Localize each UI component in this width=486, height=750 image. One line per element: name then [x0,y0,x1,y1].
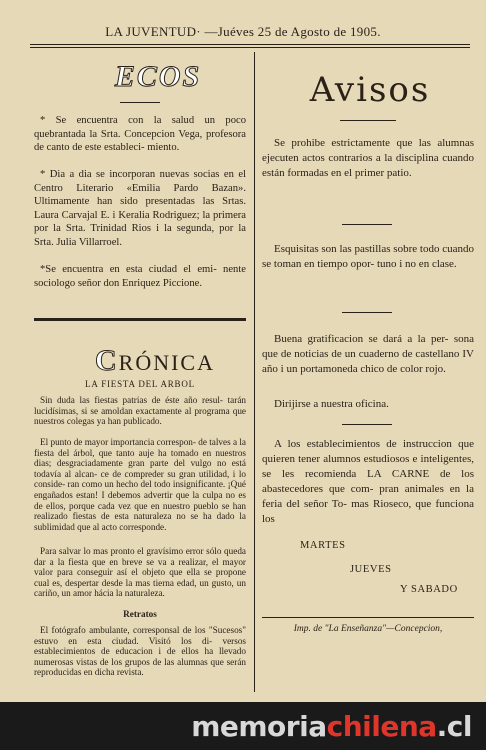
brand-suffix: .cl [436,709,472,743]
ecos-rule [120,102,160,103]
site-footer-bar [0,702,486,750]
article-subhead: LA FIESTA DEL ARBOL [85,379,195,389]
brand-watermark [191,710,472,743]
aviso-divider-3 [342,424,392,425]
cronica-para-1: Sin duda las fiestas patrias de éste año resul- tarán lucidísimas, si se amoldan exactamente al programa que nuestros colegas ya han publicado. [34,395,246,427]
ecos-note-1: * Se encuentra con la salud un poco quebrantada la Srta. Concepcion Vega, profesora de canto de este estableci- miento. [34,115,246,153]
cronica-para-2: El punto de mayor importancia correspon- de talves a la fiesta del árbol, que tanto auje ha tomado en nuestros dias; desgraciadamente gran parte del vulgo no está todavía al alcan- ce de compreder su gran utilidad, i lo conside- ran como un hecho del todo insignificante. ¡Qué engañados estan! I debemos advertir que la culpa no es de ellos, porque cada vez que en nuestro pueblo se han realizado fiestas de esta naturaleza no se ha dado la sublimidad que al acto corresponde. [34,437,246,532]
day-jueves: JUEVES [350,564,392,575]
newspaper-title: LA JUVENTUD· [105,24,201,39]
ecos-note-3: *Se encuentra en esta ciudad el emi- nente sociologo señor don Enriquez Piccione. [34,264,246,289]
cronica-para-3: Para salvar lo mas pronto el gravísimo error sólo queda dar a la fiesta que en breve se va a realizar, el mayor valor para conseguir así el objeto que ella se propone cual es, despertar desde la mas tierna edad, un gusto, un cariño, un amor hácia la naturaleza. [34,546,246,599]
ecos-note-2: * Dia a dia se incorporan nuevas socias en el Centro Literario «Emilia Pardo Bazan». Ultimamente han sido presentadas las Srtas. Laura Carvajal E. i Keralia Rodriguez; la primera por la Srta. Trinidad Rios i la segunda, por la Srta. Julia Villarroel. [34,169,246,248]
aviso-3: Buena gratificacion se dará a la per- sona que de noticias de un cuaderno de castellano IV año i un portamoneda chico de color rojo. [262,333,474,375]
column-divider [254,52,255,692]
section-divider [34,318,246,321]
header-rule-top [30,44,470,45]
day-sabado: Y SABADO [400,584,458,595]
issue-date: —Juéves 25 de Agosto de 1905. [204,24,381,39]
avisos-rule [340,120,396,121]
aviso-2: Esquisitas son las pastillas sobre todo cuando se toman en tiempo opor- tuno i no en clase. [262,243,474,270]
imprint-line: Imp. de "La Enseñanza"—Concepcion, [293,624,443,634]
cronica-heading [90,344,220,378]
aviso-divider-1 [342,224,392,225]
aviso-1: Se prohibe estrictamente que las alumnas ejecuten actos contrarios a la disciplina cuando están formadas en el primer patio. [262,137,474,179]
header-rule-bottom [30,47,470,48]
day-martes: MARTES [300,540,346,551]
brand-main: memoria [191,709,327,743]
imprint-rule [262,617,474,618]
cronica-rest: RÓNICA [118,350,215,375]
aviso-4: A los establecimientos de instruccion que quieren tener alumnos estudiosos e inteligentes, se les recomienda LA CARNE de los abastecedores que com- pran animales en la feria del señor To- mas Rioseco, que funciona los [262,438,474,525]
avisos-heading: Avisos [309,70,431,110]
aviso-3-contact: Dirijirse a nuestra oficina. [274,398,389,410]
retratos-heading: Retratos [123,609,157,619]
page-header [0,24,486,40]
cronica-initial: C [94,344,119,377]
ecos-heading: ECOS [114,60,202,93]
retratos-para: El fotógrafo ambulante, corresponsal de los "Sucesos" estuvo en esta ciudad. Visitó los di- versos establecimientos de educacion i de ellos ha llevado numerosas vistas de los grupos de las alumnas que serán reproducidas en dicha revista. [34,625,246,678]
brand-accent: chilena [326,709,437,743]
aviso-divider-2 [342,312,392,313]
